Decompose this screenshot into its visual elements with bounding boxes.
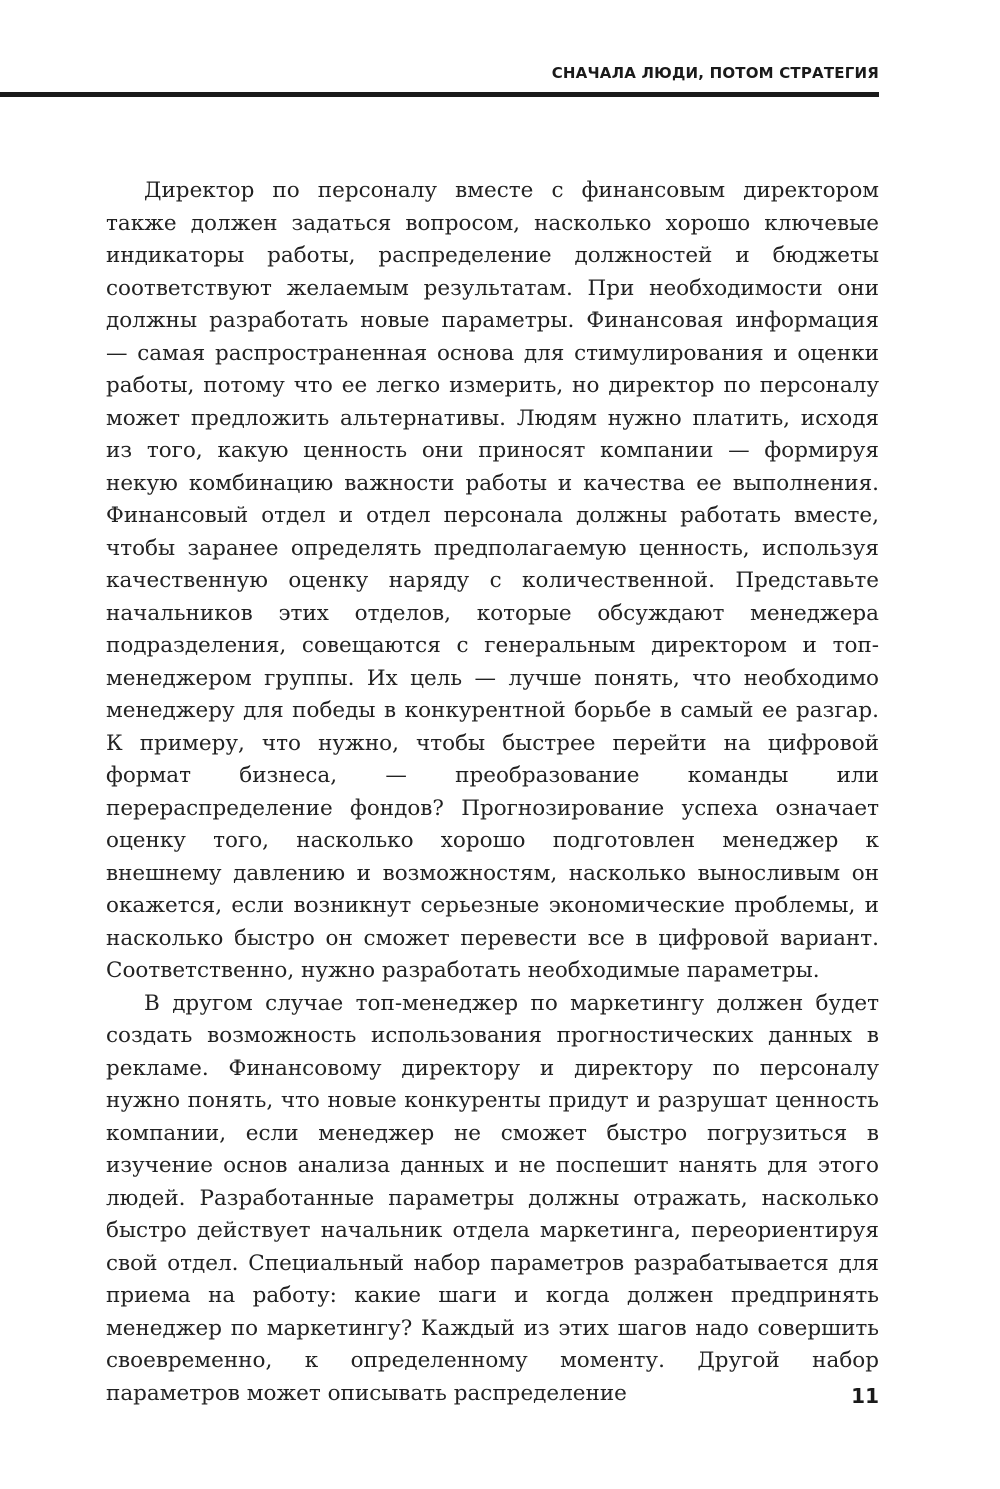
- header-rule: [0, 92, 879, 97]
- running-head-title: СНАЧАЛА ЛЮДИ, ПОТОМ СТРАТЕГИЯ: [551, 64, 879, 82]
- paragraph-1: Директор по персоналу вместе с финансовым директором также должен задаться вопросом, насколько хорошо ключевые индикаторы работы, распределение должностей и бюджеты соответствуют желаемым результатам. При необходимости они должны разработать новые параметры. Финансовая информация — самая распространенная основа для стимулирования и оценки работы, потому что ее легко измерить, но директор по персоналу может предложить альтернативы. Людям нужно платить, исходя из того, какую ценность они приносят компании — формируя некую комбинацию важности работы и качества ее выполнения. Финансовый отдел и отдел персонала должны работать вместе, чтобы заранее определять предполагаемую ценность, используя качественную оценку наряду с количественной. Представьте начальников этих отделов, которые обсуждают менеджера подразделения, совещаются с генеральным директором и топ-менеджером группы. Их цель — лучше понять, что необходимо менеджеру для победы в конкурентной борьбе в самый ее разгар. К примеру, что нужно, чтобы быстрее перейти на цифровой формат бизнеса, — преобразование команды или перераспределение фондов? Прогнозирование успеха означает оценку того, насколько хорошо подготовлен менеджер к внешнему давлению и возможностям, насколько выносливым он окажется, если возникнут серьезные экономические проблемы, и насколько быстро он сможет перевести все в цифровой вариант. Соответственно, нужно разработать необходимые параметры.: [106, 178, 879, 983]
- body-text: [106, 175, 879, 1410]
- page-number: 11: [851, 1384, 879, 1408]
- paragraph-2: В другом случае топ-менеджер по маркетингу должен будет создать возможность использования прогностических данных в рекламе. Финансовому директору и директору по персоналу нужно понять, что новые конкуренты придут и разрушат ценность компании, если менеджер не сможет быстро погрузиться в изучение основ анализа данных и не поспешит нанять для этого людей. Разработанные параметры должны отражать, насколько быстро действует начальник отдела маркетинга, переориентируя свой отдел. Специальный набор параметров разрабатывается для приема на работу: какие шаги и когда должен предпринять менеджер по маркетингу? Каждый из этих шагов надо совершить своевременно, к определенному моменту. Другой набор параметров может описывать распределение: [106, 990, 879, 1406]
